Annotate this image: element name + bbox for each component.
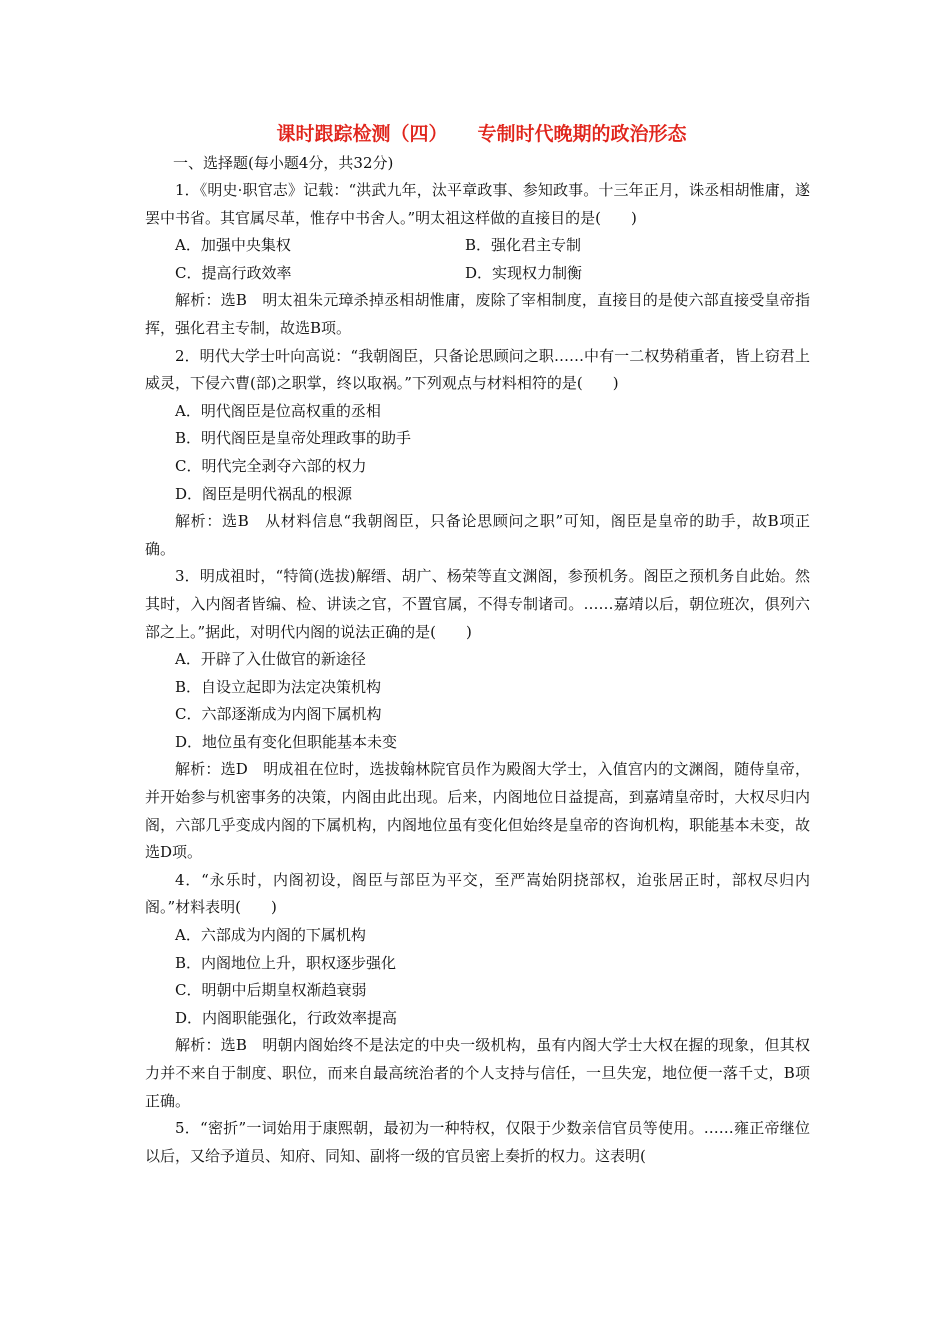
question-4-option-d: D．内阁职能强化，行政效率提高 bbox=[175, 1008, 398, 1027]
question-1-option-d: D．实现权力制衡 bbox=[465, 263, 583, 282]
question-5-stem: 5．“密折”一词始用于康熙朝，最初为一种特权，仅限于少数亲信官员等使用。……雍正帝继位以后，又给予道员、知府、同知、副将一级的官员密上奏折的权力。这表明( bbox=[145, 1119, 810, 1165]
question-4-option-a: A．六部成为内阁的下属机构 bbox=[175, 926, 366, 945]
question-2-option-a: A．明代阁臣是位高权重的丞相 bbox=[175, 401, 381, 420]
page-title bbox=[145, 118, 810, 150]
question-1-option-b: B．强化君主专制 bbox=[465, 236, 582, 255]
question-3-option-c: C．六部逐渐成为内阁下属机构 bbox=[175, 705, 382, 724]
question-2-option-d: D．阁臣是明代祸乱的根源 bbox=[175, 484, 353, 503]
question-4-stem: 4．“永乐时，内阁初设，阁臣与部臣为平交，至严嵩始阴挠部权，迨张居正时，部权尽归内阁。”材料表明( ) bbox=[145, 870, 810, 917]
question-1-options-row-2 bbox=[145, 260, 810, 288]
question-3-option-a: A．开辟了入仕做官的新途径 bbox=[175, 650, 366, 669]
question-2-option-c: C．明代完全剥夺六部的权力 bbox=[175, 456, 367, 475]
question-3-stem: 3．明成祖时，“特简(选拔)解缙、胡广、杨荣等直文渊阁，参预机务。阁臣之预机务自此始。然其时，入内阁者皆编、检、讲读之官，不置官属，不得专制诸司。……嘉靖以后，朝位班次，俱列六部之上。”据此，对明代内阁的说法正确的是( ) bbox=[145, 567, 810, 641]
title-left: 课时跟踪检测（四） bbox=[276, 123, 448, 145]
question-3-option-d: D．地位虽有变化但职能基本未变 bbox=[175, 732, 398, 751]
question-4-option-c: C．明朝中后期皇权渐趋衰弱 bbox=[175, 981, 367, 1000]
question-4-analysis: 解析：选B 明朝内阁始终不是法定的中央一级机构，虽有内阁大学士大权在握的现象，但其权力并不来自于制度、职位，而来自最高统治者的个人支持与信任，一旦失宠，地位便一落千丈，B项正确。 bbox=[145, 1036, 810, 1110]
title-right: 专制时代晚期的政治形态 bbox=[477, 123, 687, 145]
question-1-option-c: C．提高行政效率 bbox=[175, 263, 292, 282]
question-1-analysis: 解析：选B 明太祖朱元璋杀掉丞相胡惟庸，废除了宰相制度，直接目的是使六部直接受皇帝指挥，强化君主专制，故选B项。 bbox=[145, 291, 810, 337]
question-2-option-b: B．明代阁臣是皇帝处理政事的助手 bbox=[175, 429, 412, 448]
question-2-analysis: 解析：选B 从材料信息“我朝阁臣，只备论思顾问之职”可知，阁臣是皇帝的助手，故B项正确。 bbox=[145, 512, 810, 558]
question-1-options-row-1 bbox=[145, 232, 810, 260]
question-4-option-b: B．内阁地位上升，职权逐步强化 bbox=[175, 953, 397, 972]
question-3-analysis: 解析：选D 明成祖在位时，选拔翰林院官员作为殿阁大学士，入值宫内的文渊阁，随侍皇帝，并开始参与机密事务的决策，内阁由此出现。后来，内阁地位日益提高，到嘉靖皇帝时，大权尽归内阁，六部几乎变成内阁的下属机构，内阁地位虽有变化但始终是皇帝的咨询机构，职能基本未变，故选D项。 bbox=[145, 760, 810, 862]
question-1-stem: 1．《明史·职官志》记载：“洪武九年，汰平章政事、参知政事。十三年正月，诛丞相胡惟庸，遂罢中书省。其官属尽革，惟存中书舍人。”明太祖这样做的直接目的是( ) bbox=[145, 181, 810, 227]
document-body bbox=[145, 118, 810, 1170]
question-3-option-b: B．自设立起即为法定决策机构 bbox=[175, 677, 382, 696]
question-2-stem: 2．明代大学士叶向高说：“我朝阁臣，只备论思顾问之职……中有一二权势稍重者，皆上窃君上威灵，下侵六曹(部)之职掌，终以取祸。”下列观点与材料相符的是( ) bbox=[145, 346, 810, 393]
section-heading: 一、选择题(每小题4分，共32分) bbox=[173, 154, 394, 172]
question-1-option-a: A．加强中央集权 bbox=[175, 236, 291, 255]
